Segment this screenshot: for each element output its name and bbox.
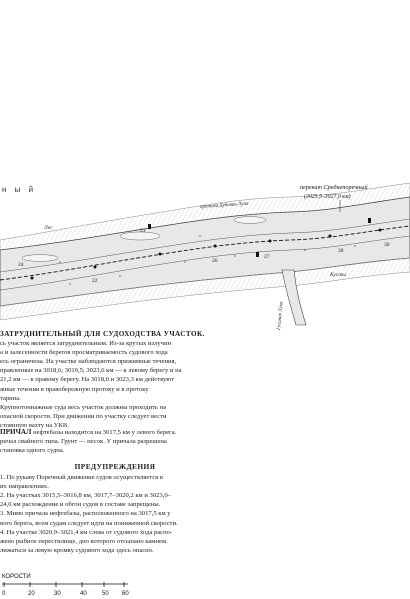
text-line: их направлениях. — [0, 483, 49, 491]
text-line: нефтебазы находится на 3017,5 км у левого берега. — [33, 429, 177, 436]
km-label: 23 — [140, 228, 146, 234]
berth-heading: ПРИЧАЛ — [0, 428, 32, 436]
speed-tick-label: 20 — [28, 591, 35, 597]
bushes-label: Кусты — [330, 272, 346, 278]
rift-title: перекат Среднепоречный — [300, 184, 368, 191]
text-line: 3. Мимо причала нефтебазы, расположенного на 3017,5 км у — [0, 510, 171, 518]
warnings-section — [0, 462, 410, 555]
text-line: тарина. — [0, 394, 21, 402]
speed-tick-label: 60 — [122, 591, 129, 597]
side-label: н ы й — [2, 185, 37, 194]
speed-tick-label: 30 — [54, 591, 61, 597]
rift-range: (3025,5–3027,0 км) — [304, 194, 351, 200]
text-line: стоянную вахту на УКВ. — [0, 421, 69, 429]
text-line: сь участок является затруднительным. Из-за крутых излучин — [0, 340, 172, 348]
text-line: 1. По рукаву Поречный движение судов осуществляется в — [0, 474, 163, 482]
text-line: есь ограничена. На участке наблюдаются прижимные течения, — [0, 358, 177, 366]
difficult-heading: ЗАТРУДНИТЕЛЬНЫЙ ДЛЯ СУДОХОДСТВА УЧАСТОК. — [0, 330, 205, 338]
text-line: жено рыбное перестилище, дно которого отсыпано камнем. — [0, 537, 168, 545]
km-label: 28 — [338, 248, 344, 254]
km-label: 24 — [18, 262, 24, 268]
text-line: 4. На участке 3020,9–3021,4 км слева от судового хода распо- — [0, 528, 173, 536]
text-line: 2. На участках 3015,5–3016,8 км, 3017,7–3020,2 км и 3023,0– — [0, 492, 171, 500]
speed-tick-label: 50 — [102, 591, 109, 597]
text-line: лижаться за левую кромку судового хода здесь опасно. — [0, 546, 154, 554]
text-line: 21,2 км — к правому берегу. На 3018,0 и 3023,3 км действуют — [0, 376, 175, 384]
km-label: 26 — [212, 258, 218, 264]
text-line: опасной скорости. При движении по участку следует вести — [0, 412, 167, 420]
text-line: становка одного судна. — [0, 447, 65, 455]
speed-scale — [0, 574, 140, 599]
warnings-heading: ПРЕДУПРЕЖДЕНИЯ — [74, 462, 156, 471]
speed-scale-label: КОРОСТИ — [2, 574, 31, 580]
island — [22, 255, 58, 262]
km-label: 27 — [264, 254, 270, 260]
km-label: 30 — [384, 242, 390, 248]
bank-name-label: протока Дубовая Луна — [199, 201, 249, 210]
text-line: жные течения в правобережную протоку и в протоку — [0, 385, 149, 393]
text-line: вого берега, всем судам следует идти на пониженной скорости. — [0, 519, 178, 527]
text-line: 24,0 км расхождение и обгон судов в составе запрещены. — [0, 501, 161, 509]
text-line: Крупнотоннажные суда весь участок должны проходить на — [0, 403, 167, 411]
speed-scale-bar — [0, 580, 140, 598]
difficult-section — [0, 330, 410, 430]
channel-label: Гусиная Лука — [277, 301, 285, 330]
berth-section — [0, 428, 410, 455]
text-line: а и залесенности берегов просматриваемость судового хода — [0, 349, 168, 357]
speed-tick-label: 40 — [80, 591, 87, 597]
island — [234, 217, 266, 224]
forest-label: Лес — [44, 225, 53, 231]
text-line: ричал свайного типа. Грунт — песок. У причала разрешена — [0, 438, 167, 446]
km-label: 22 — [92, 278, 98, 284]
speed-tick-label: 0 — [2, 591, 6, 597]
text-line: правленные на 3018,6; 3019,5; 3023,6 км — к левому берегу и на — [0, 367, 182, 375]
